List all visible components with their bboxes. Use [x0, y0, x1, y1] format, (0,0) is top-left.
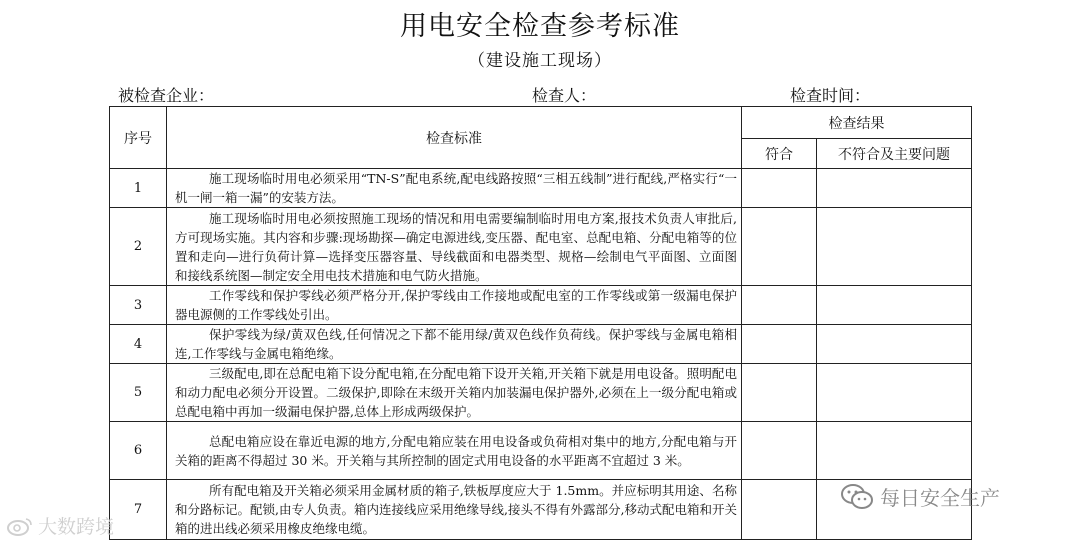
weibo-logo-icon	[6, 516, 34, 536]
fail-cell[interactable]	[817, 169, 972, 208]
wechat-icon	[840, 483, 874, 511]
watermark-right-text: 每日安全生产	[880, 486, 1000, 510]
col-header-no: 序号	[110, 107, 167, 169]
inspection-table	[109, 106, 972, 540]
watermark-left	[6, 512, 114, 539]
row-standard-text: 保护零线为绿/黄双色线,任何情况之下都不能用绿/黄双色线作负荷线。保护零线与金属电箱相连,工作零线与金属电箱绝缘。	[167, 325, 742, 364]
row-number: 6	[110, 422, 167, 480]
row-standard-text: 工作零线和保护零线必须严格分开,保护零线由工作接地或配电室的工作零线或第一级漏电保护器电源侧的工作零线处引出。	[167, 286, 742, 325]
row-standard-text: 施工现场临时用电必须采用“TN-S”配电系统,配电线路按照“三相五线制”进行配线,严格实行“一机一闸一箱一漏”的安装方法。	[167, 169, 742, 208]
row-standard-text: 所有配电箱及开关箱必须采用金属材质的箱子,铁板厚度应大于 1.5mm。并应标明其用途、名称和分路标记。配锁,由专人负责。箱内连接线应采用绝缘导线,接头不得有外露部分,移动式配电箱和开关箱的进出线必须采用橡皮绝缘电缆。	[167, 480, 742, 540]
fail-cell[interactable]	[817, 286, 972, 325]
table-row	[110, 325, 972, 364]
table-row	[110, 286, 972, 325]
table-row	[110, 169, 972, 208]
pass-cell[interactable]	[742, 480, 817, 540]
fail-cell[interactable]	[817, 422, 972, 480]
fail-cell[interactable]	[817, 208, 972, 286]
pass-cell[interactable]	[742, 286, 817, 325]
fail-cell[interactable]	[817, 364, 972, 422]
watermark-left-text: 大数跨境	[38, 516, 115, 538]
table-header-row	[110, 107, 972, 139]
pass-cell[interactable]	[742, 364, 817, 422]
col-header-standard: 检查标准	[167, 107, 742, 169]
table-row	[110, 422, 972, 480]
company-label: 被检查企业：	[118, 86, 215, 105]
watermark-right	[840, 482, 1000, 511]
row-standard-text: 三级配电,即在总配电箱下设分配电箱,在分配电箱下设开关箱,开关箱下就是用电设备。照明配电和动力配电必须分开设置。二级保护,即除在末级开关箱内加装漏电保护器外,必须在上一级分配电箱或总配电箱中再加一级漏电保护器,总体上形成两级保护。	[167, 364, 742, 422]
row-number: 3	[110, 286, 167, 325]
pass-cell[interactable]	[742, 169, 817, 208]
table-row	[110, 364, 972, 422]
col-header-fail: 不符合及主要问题	[817, 139, 972, 169]
inspector-label: 检查人：	[532, 86, 597, 105]
inspection-time-label: 检查时间：	[790, 86, 871, 105]
row-standard-text: 总配电箱应设在靠近电源的地方,分配电箱应装在用电设备或负荷相对集中的地方,分配电箱与开关箱的距离不得超过 30 米。开关箱与其所控制的固定式用电设备的水平距离不宜超过 3 米。	[167, 422, 742, 480]
col-header-result: 检查结果	[742, 107, 972, 139]
row-standard-text: 施工现场临时用电必须按照施工现场的情况和用电需要编制临时用电方案,报技术负责人审批后,方可现场实施。其内容和步骤:现场勘探—确定电源进线,变压器、配电室、总配电箱、分配电箱等的位置和走向—进行负荷计算—选择变压器容量、导线截面和电器类型、规格—绘制电气平面图、立面图和接线系统图—制定安全用电技术措施和电气防火措施。	[167, 208, 742, 286]
pass-cell[interactable]	[742, 422, 817, 480]
pass-cell[interactable]	[742, 325, 817, 364]
row-number: 7	[110, 480, 167, 540]
table-row	[110, 208, 972, 286]
row-number: 4	[110, 325, 167, 364]
page-subtitle: （建设施工现场）	[468, 51, 612, 71]
fail-cell[interactable]	[817, 325, 972, 364]
col-header-pass: 符合	[742, 139, 817, 169]
row-number: 5	[110, 364, 167, 422]
pass-cell[interactable]	[742, 208, 817, 286]
row-number: 1	[110, 169, 167, 208]
page-title: 用电安全检查参考标准	[400, 11, 680, 42]
row-number: 2	[110, 208, 167, 286]
